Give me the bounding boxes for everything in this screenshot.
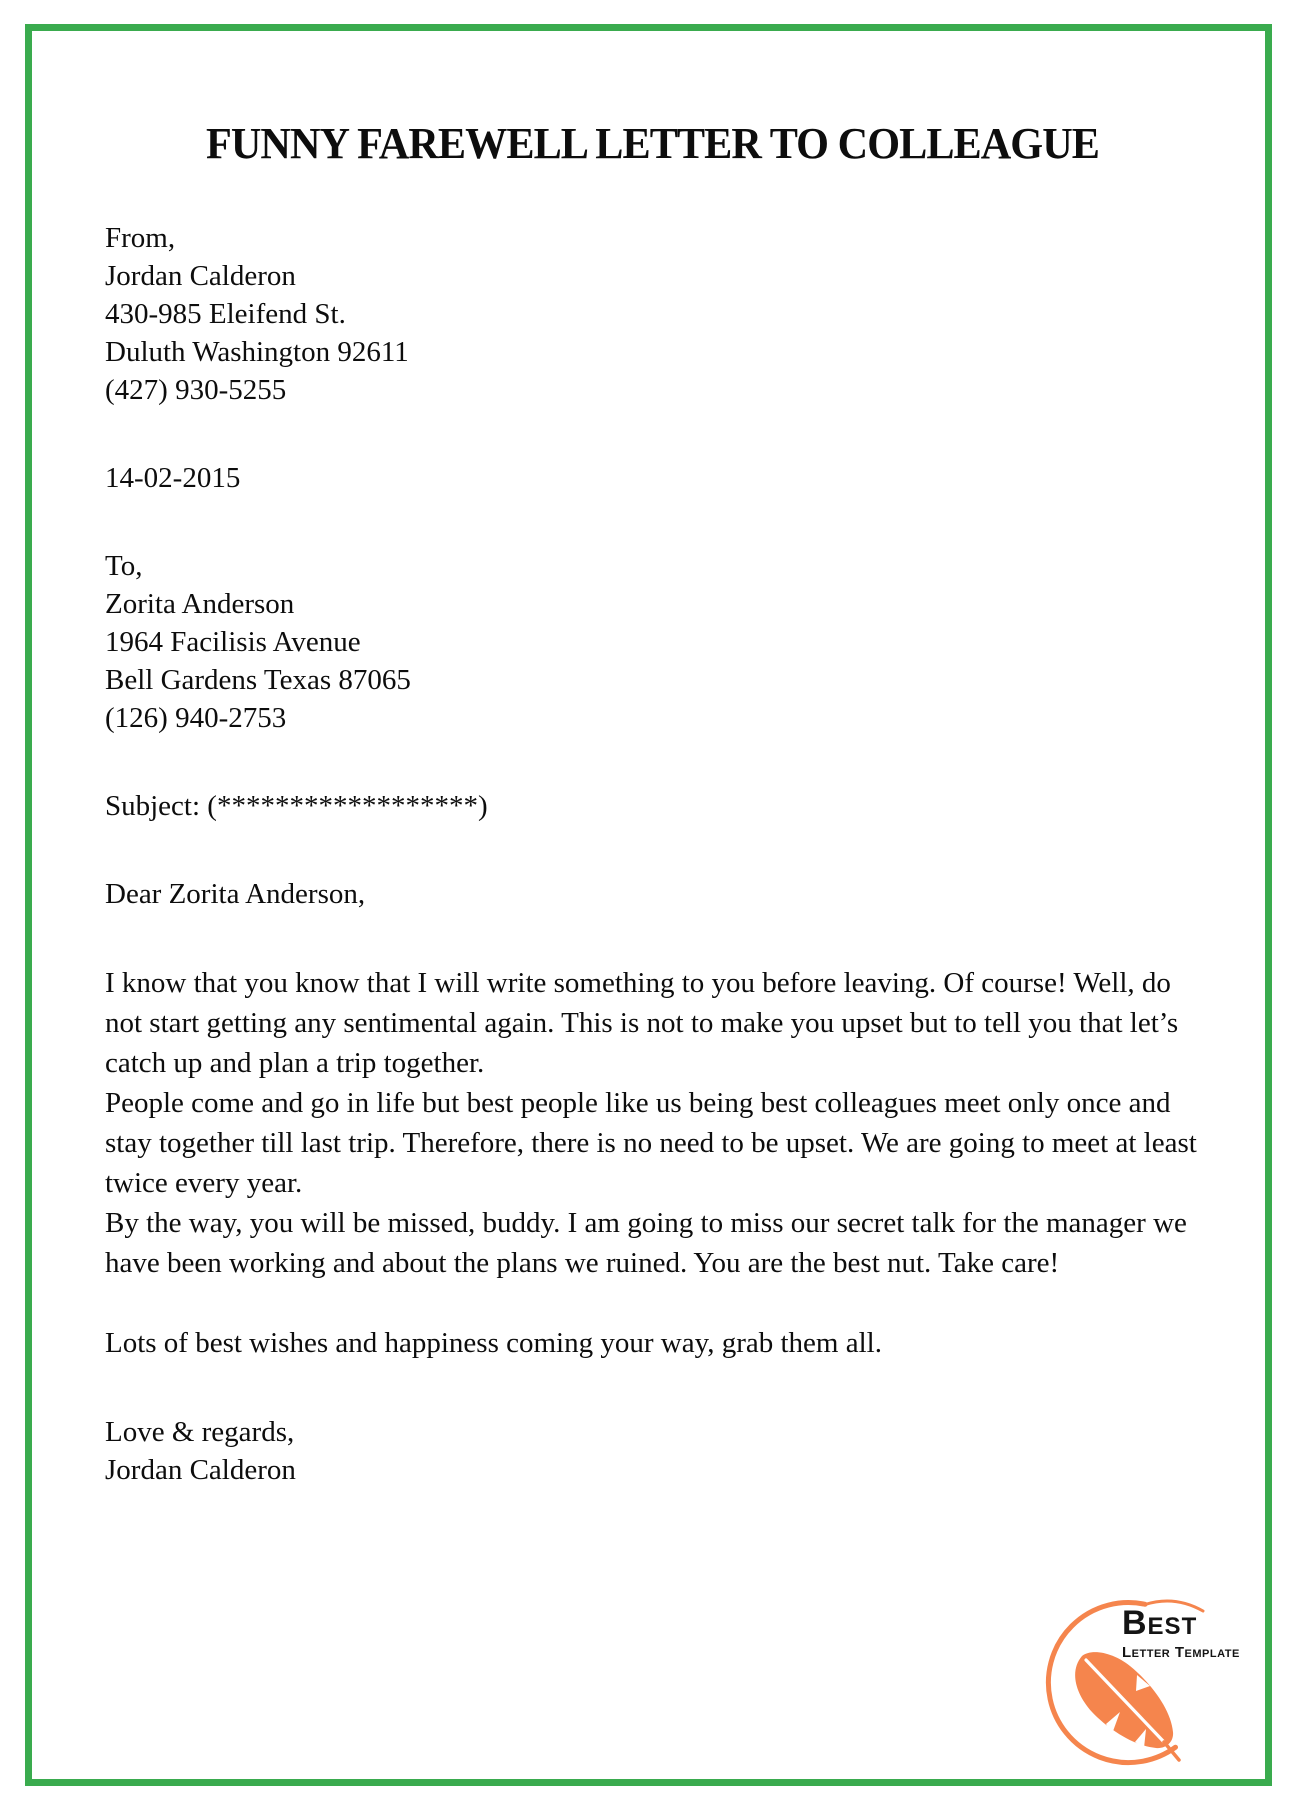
letter-date: 14-02-2015 xyxy=(105,462,241,494)
recipient-name: Zorita Anderson xyxy=(105,588,295,620)
brand-name: Best xyxy=(1122,1604,1198,1642)
sender-block xyxy=(105,219,1200,409)
brand-text xyxy=(1122,1606,1240,1660)
subject-block xyxy=(105,787,1200,825)
date-block xyxy=(105,459,1200,497)
body-paragraph: By the way, you will be missed, buddy. I am going to miss our secret talk for the manager we have been working and about the plans we ruined. You are the best nut. Take care! xyxy=(105,1207,1187,1279)
sender-city: Duluth Washington 92611 xyxy=(105,336,409,368)
salutation-block xyxy=(105,875,1200,913)
body-paragraph: I know that you know that I will write something to you before leaving. Of course! Well, do not start getting any sentimental again. This is not to make you upset but to tell you that let’s catch up and plan a trip together. xyxy=(105,967,1179,1079)
letter-content xyxy=(105,118,1200,1489)
recipient-city: Bell Gardens Texas 87065 xyxy=(105,664,411,696)
body-paragraph: People come and go in life but best people like us being best colleagues meet only once and stay together till last trip. Therefore, there is no need to be upset. We are going to meet at least twice every year. xyxy=(105,1087,1197,1199)
subject-line: Subject: (******************) xyxy=(105,790,488,822)
recipient-block xyxy=(105,547,1200,737)
sender-name: Jordan Calderon xyxy=(105,260,296,292)
recipient-street: 1964 Facilisis Avenue xyxy=(105,626,361,658)
page-title: FUNNY FAREWELL LETTER TO COLLEAGUE xyxy=(206,119,1099,168)
closing-phrase: Love & regards, xyxy=(105,1416,295,1448)
from-label: From, xyxy=(105,222,176,254)
salutation: Dear Zorita Anderson, xyxy=(105,878,366,910)
brand-logo xyxy=(1040,1596,1240,1771)
to-label: To, xyxy=(105,550,143,582)
letter-body xyxy=(105,963,1200,1363)
sender-street: 430-985 Eleifend St. xyxy=(105,298,346,330)
signature-name: Jordan Calderon xyxy=(105,1454,296,1486)
recipient-phone: (126) 940-2753 xyxy=(105,702,287,734)
body-paragraph: Lots of best wishes and happiness coming your way, grab them all. xyxy=(105,1327,882,1359)
sender-phone: (427) 930-5255 xyxy=(105,374,287,406)
brand-tagline: Letter Template xyxy=(1122,1644,1240,1661)
closing-block xyxy=(105,1413,1200,1489)
